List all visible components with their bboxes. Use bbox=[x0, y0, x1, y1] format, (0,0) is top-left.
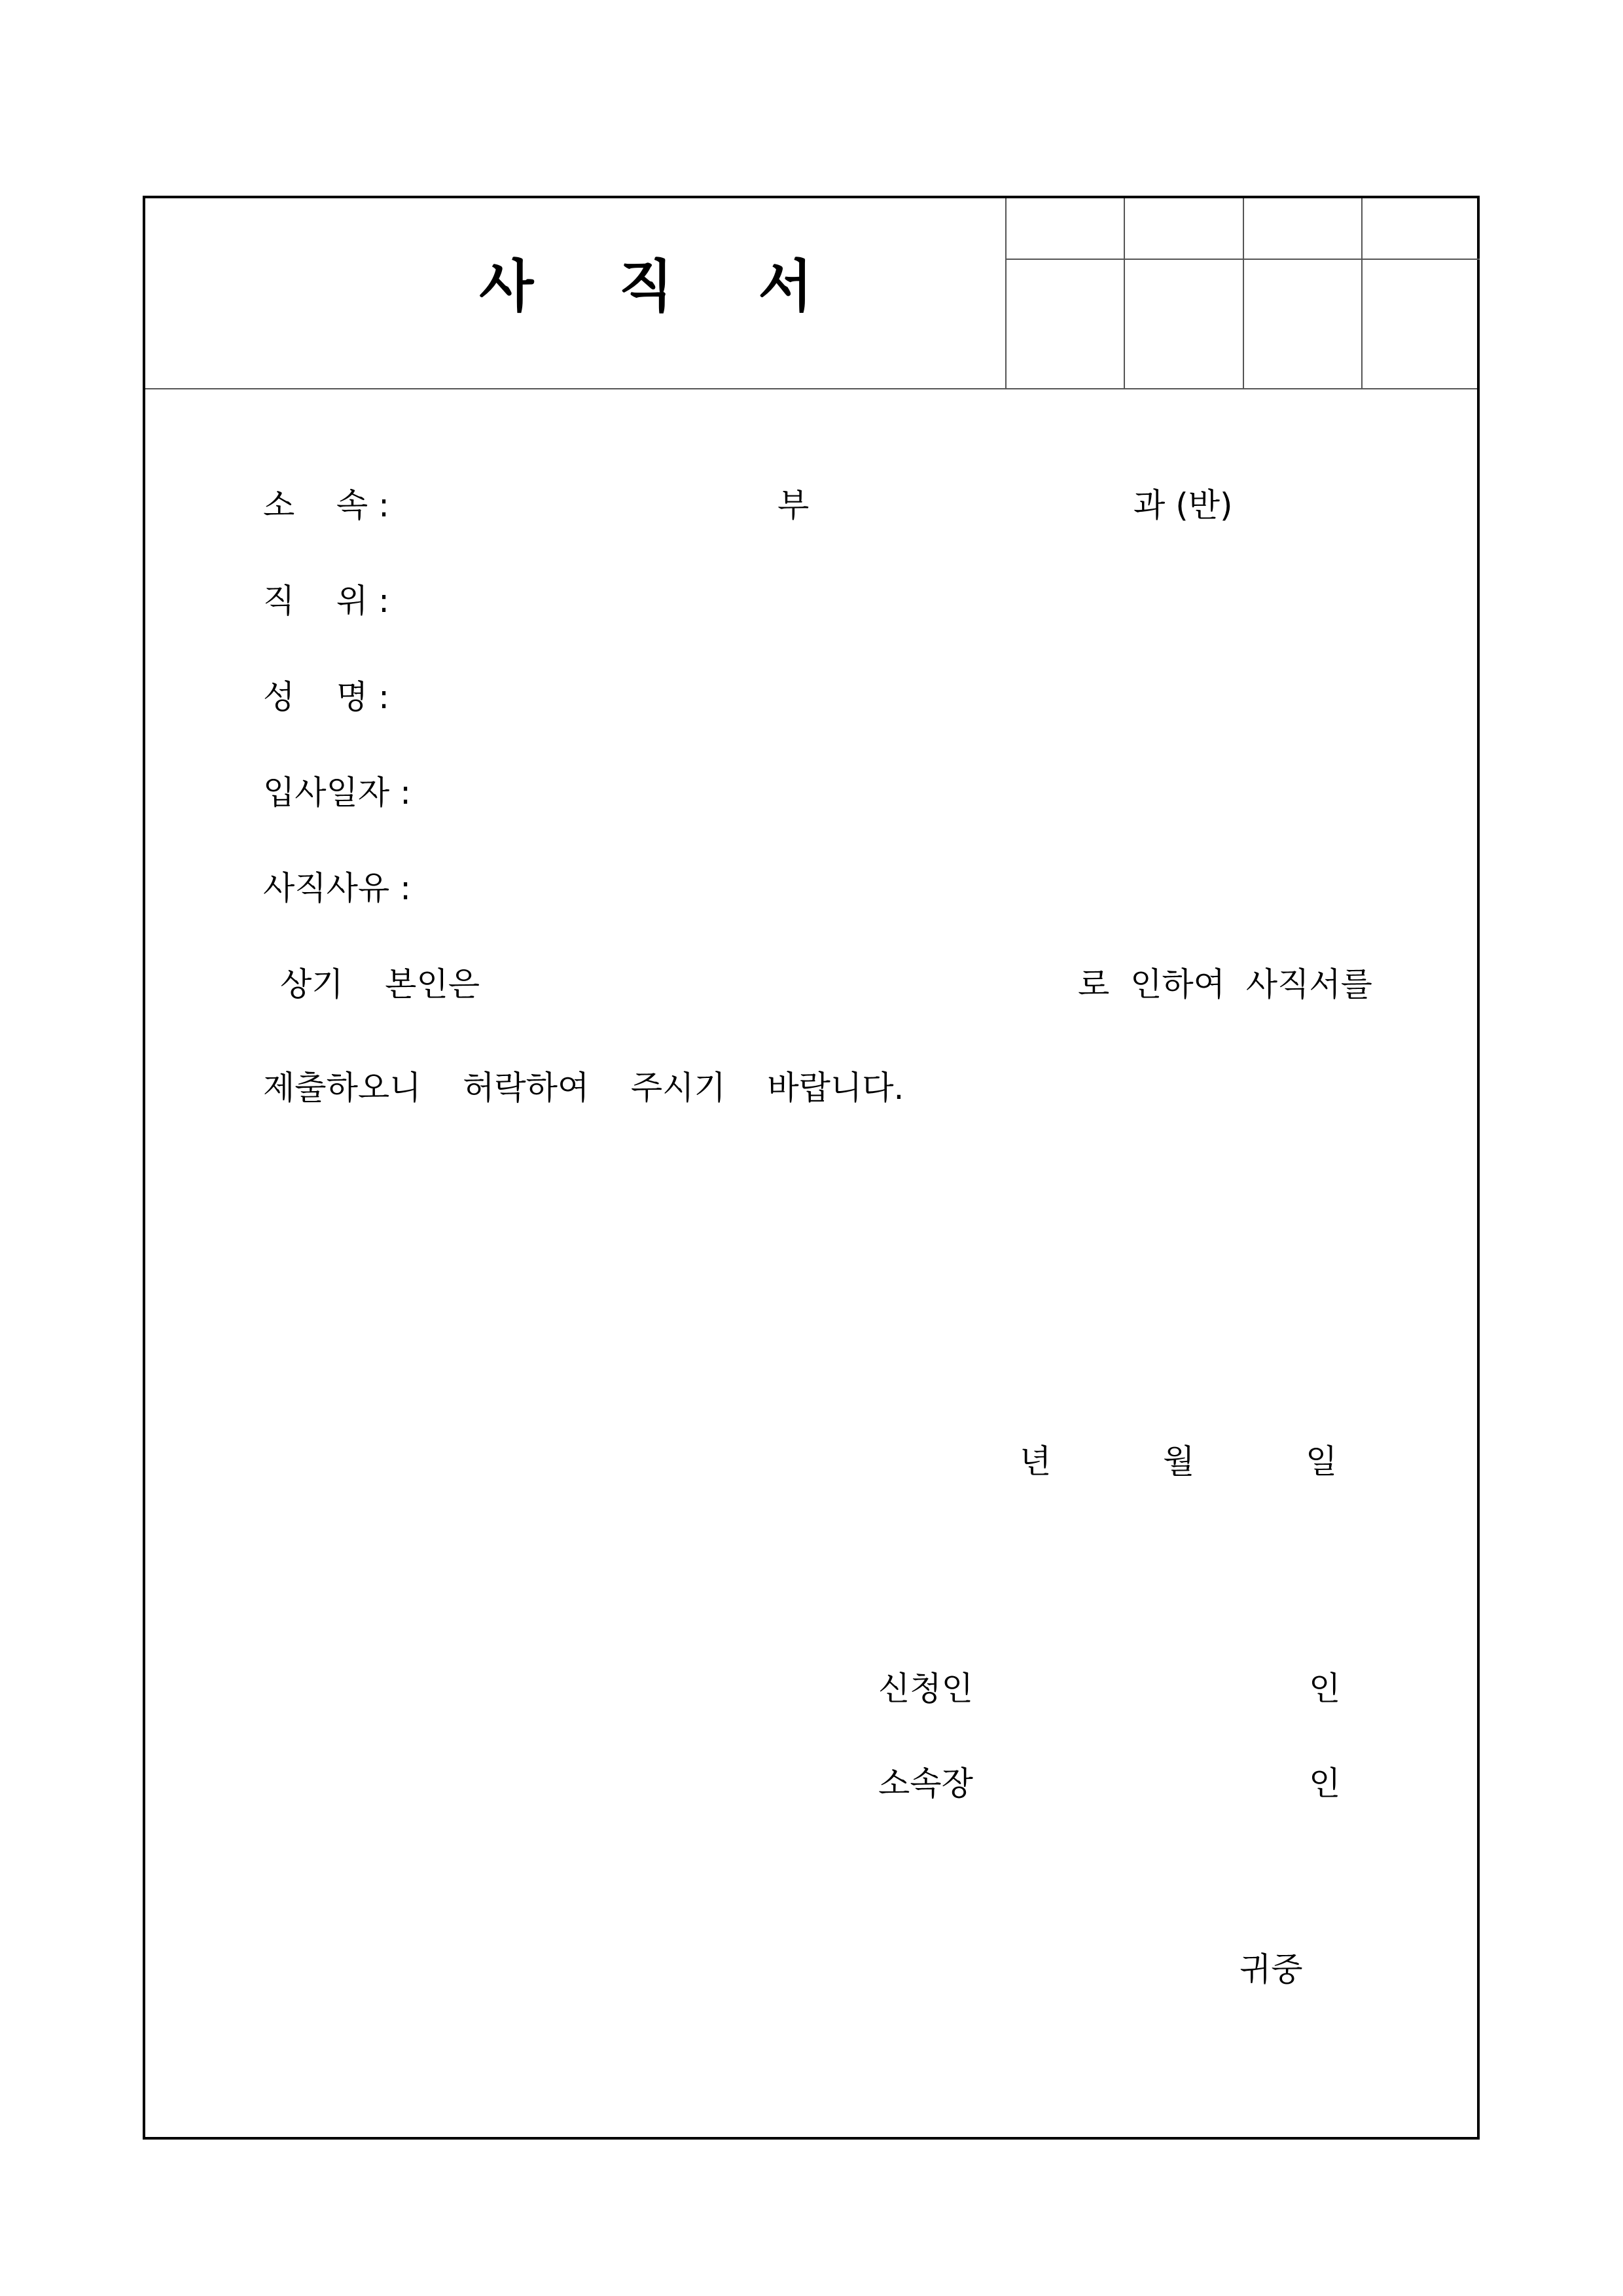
date-month-label: 월 bbox=[1163, 1443, 1195, 1480]
approval-box bbox=[1005, 198, 1480, 388]
statement-line-1-end: 로 인하여 사직서를 bbox=[1078, 965, 1372, 1003]
approval-role-cell-3[interactable] bbox=[1243, 198, 1361, 260]
reason-label: 사직사유 : bbox=[263, 869, 411, 907]
name-label: 성 명 : bbox=[263, 678, 389, 716]
approval-role-cell-2[interactable] bbox=[1124, 198, 1242, 260]
affiliation-label: 소 속 : bbox=[263, 486, 389, 524]
title-char-3: 서 bbox=[758, 254, 813, 319]
approval-sign-cell-4[interactable] bbox=[1361, 260, 1480, 388]
closing-text: 귀중 bbox=[1240, 1950, 1303, 1988]
hire-date-label: 입사일자 : bbox=[263, 774, 411, 812]
applicant-label: 신청인 bbox=[878, 1670, 973, 1708]
approval-role-cell-1[interactable] bbox=[1005, 198, 1124, 260]
statement-line-1-start: 상기 본인은 bbox=[280, 965, 480, 1003]
manager-seal: 인 bbox=[1309, 1765, 1341, 1803]
title-char-1: 사 bbox=[479, 254, 534, 319]
applicant-seal: 인 bbox=[1309, 1670, 1341, 1708]
approval-sign-cell-2[interactable] bbox=[1124, 260, 1242, 388]
title-char-2: 직 bbox=[618, 254, 673, 319]
manager-label: 소속장 bbox=[878, 1765, 973, 1803]
section-unit-label: 과 (반) bbox=[1133, 486, 1233, 524]
resignation-form bbox=[143, 196, 1480, 2140]
approval-sign-cell-3[interactable] bbox=[1243, 260, 1361, 388]
date-year-label: 년 bbox=[1020, 1443, 1052, 1480]
approval-sign-cell-1[interactable] bbox=[1005, 260, 1124, 388]
position-label: 직 위 : bbox=[263, 582, 389, 620]
date-day-label: 일 bbox=[1306, 1443, 1338, 1480]
statement-line-2: 제출하오니 허락하여 주시기 바랍니다. bbox=[263, 1069, 904, 1107]
approval-role-cell-4[interactable] bbox=[1361, 198, 1480, 260]
department-unit-label: 부 bbox=[777, 486, 810, 524]
page-title bbox=[145, 254, 1147, 319]
form-header bbox=[145, 198, 1477, 389]
